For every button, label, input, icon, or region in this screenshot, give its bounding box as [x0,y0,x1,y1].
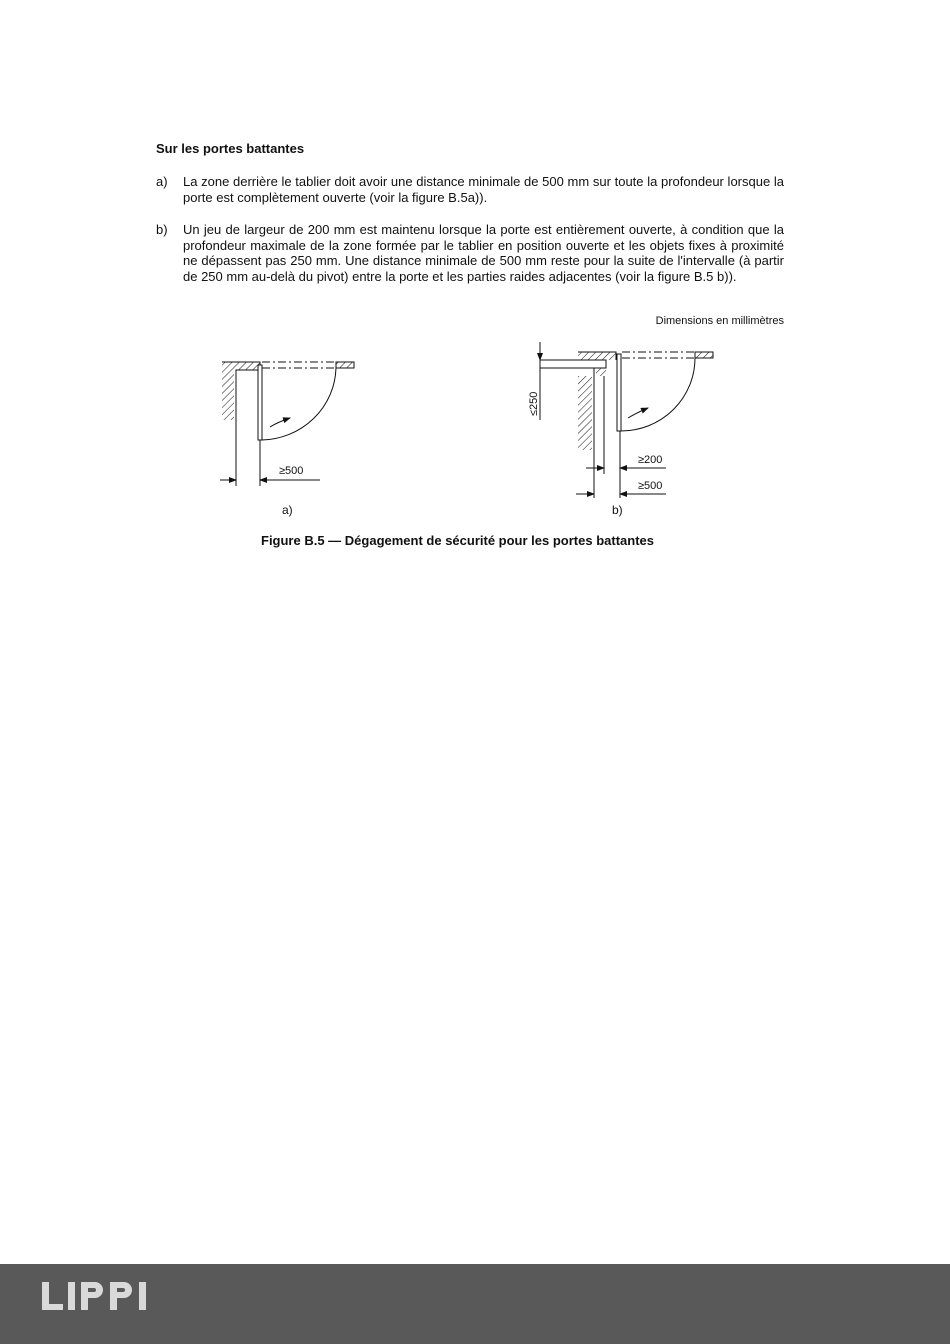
door-leaf [617,354,621,431]
diagram-b-label: b) [612,503,623,517]
wall-stub [695,352,713,358]
wall-hatch [222,362,260,370]
swing-arrow [270,418,290,427]
list-item-text: La zone derrière le tablier doit avoir une distance minimale de 500 mm sur toute la profondeur lorsque la porte est complètement ouverte (voir la figure B.5a)). [183,174,784,205]
figure-caption: Figure B.5 — Dégagement de sécurité pour les portes battantes [261,533,654,548]
figure-b5-diagram [0,330,950,530]
swing-arc [262,368,336,440]
wall-hatch [578,376,592,450]
wall-hatch [578,352,616,360]
footer-bar [0,1264,950,1344]
list-item-text: Un jeu de largeur de 200 mm est maintenu lorsque la porte est entièrement ouverte, à condition que la profondeur maximale de la zone formée par le tablier en position ouverte et les objets fixes à proximité ne dépassent pas 250 mm. Une distance minimale de 500 mm reste pour la suite de l'intervalle (à partir de 250 mm au-delà du pivot) entre la porte et les parties raides adjacentes (voir la figure B.5 b)). [183,222,784,284]
list-marker: a) [156,174,168,189]
list-item-a [156,174,784,205]
swing-arc [621,358,695,431]
dim-label-500-b: ≥500 [638,480,663,492]
dim-label-500-a: ≥500 [279,465,304,477]
list-marker: b) [156,222,168,237]
dim-label-250-b: ≤250 [528,391,540,416]
door-leaf [258,365,262,440]
wall-stub [336,362,354,368]
wall-hatch [222,370,234,420]
list-item-b [156,222,784,284]
diagram-a-label: a) [282,503,293,517]
fixed-object [540,360,606,368]
dimensions-note: Dimensions en millimètres [655,315,784,327]
section-heading: Sur les portes battantes [156,141,305,156]
swing-arrow [628,408,648,418]
dim-label-200-b: ≥200 [638,454,663,466]
diagram-b [540,342,713,498]
lippi-logo [40,1280,170,1316]
wall-hatch [596,368,606,376]
